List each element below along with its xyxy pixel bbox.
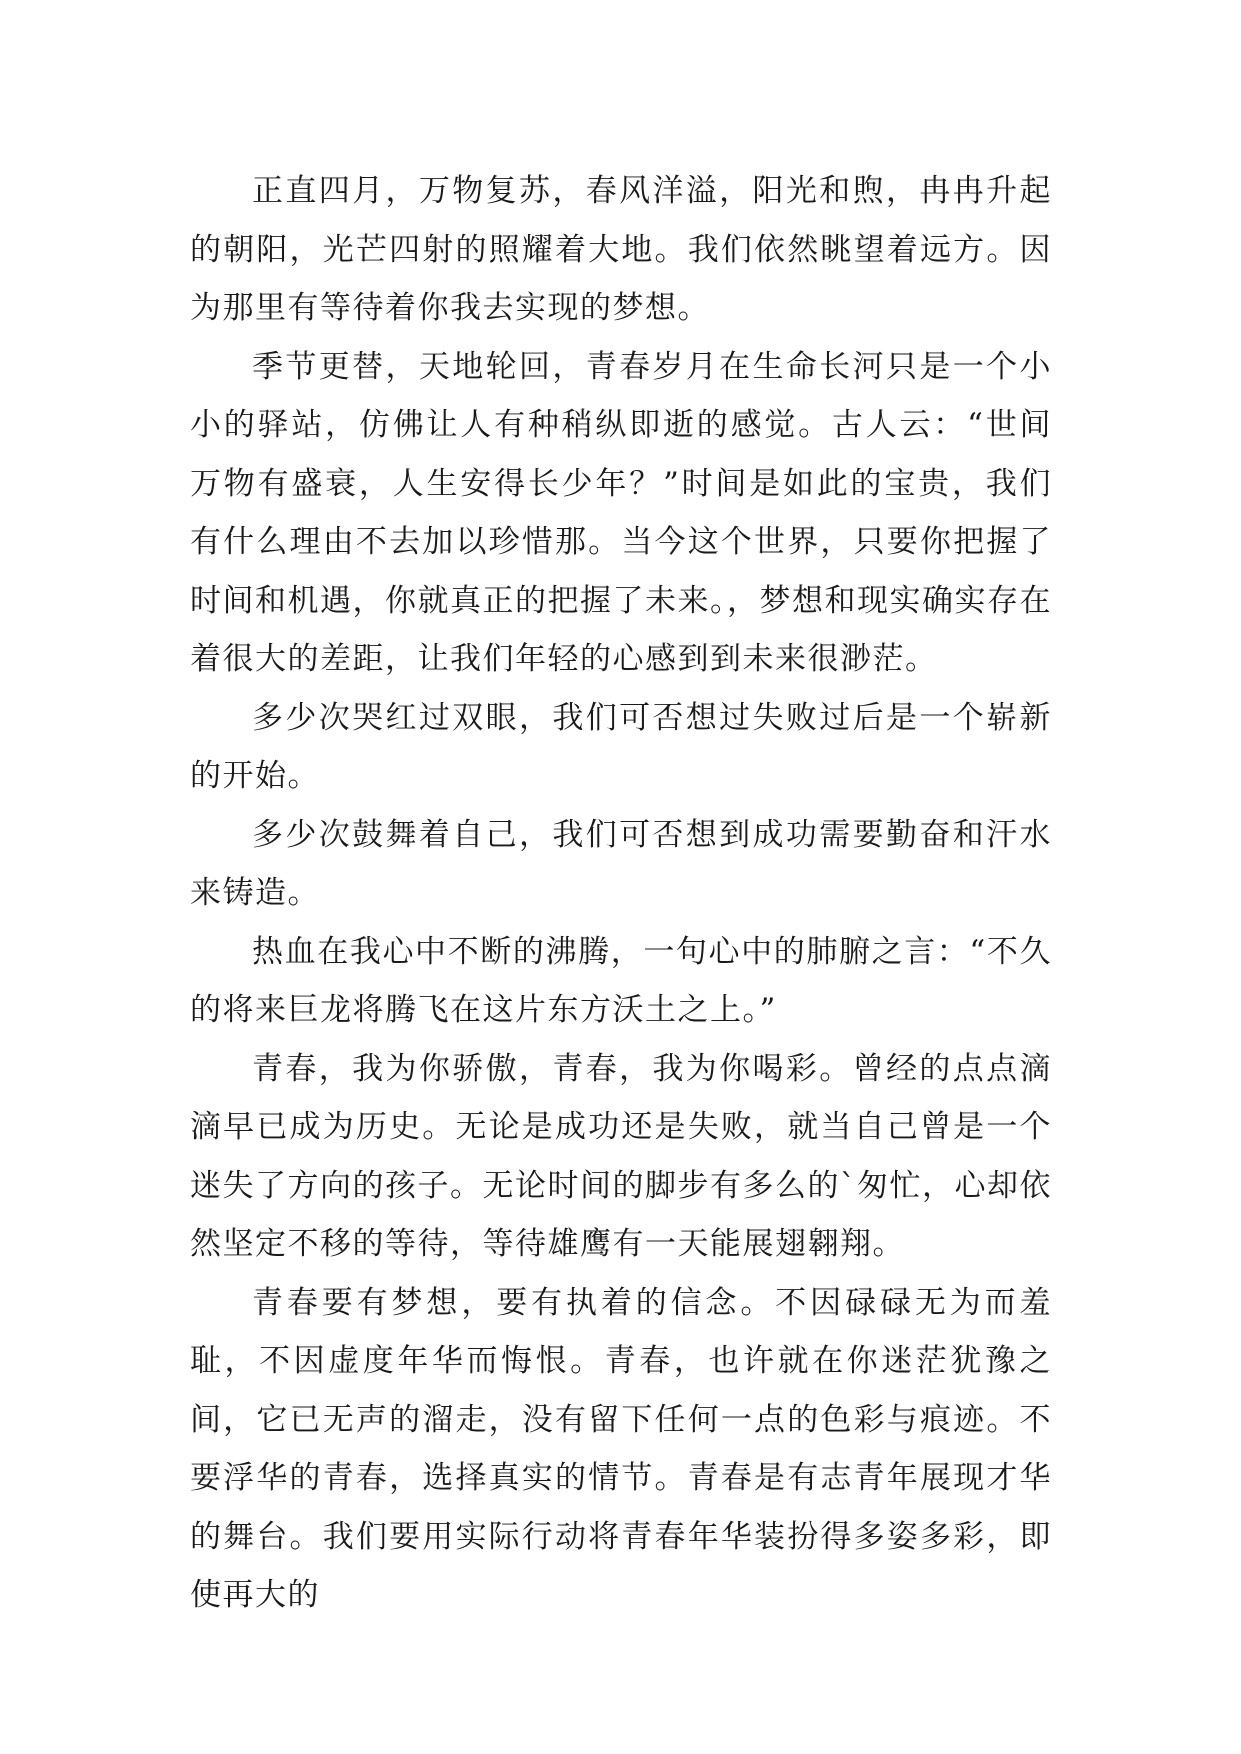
paragraph-2: 季节更替，天地轮回，青春岁月在生命长河只是一个小小的驿站，仿佛让人有种稍纵即逝的感觉。古人云：“世间万物有盛衰，人生安得长少年？”时间是如此的宝贵，我们有什么理由不去加以珍惜那。当今这个世界，只要你把握了时间和机遇，你就真正的把握了未来。，梦想和现实确实存在着很大的差距，让我们年轻的心感到到未来很渺茫。 (190, 348, 1052, 677)
paragraph-6: 青春，我为你骄傲，青春，我为你喝彩。曾经的点点滴滴早已成为历史。无论是成功还是失败，就当自己曾是一个迷失了方向的孩子。无论时间的脚步有多么的`匆忙，心却依然坚定不移的等待，等待雄鹰有一天能展翅翱翔。 (190, 1050, 1052, 1262)
paragraph-7: 青春要有梦想，要有执着的信念。不因碌碌无为而羞耻，不因虚度年华而悔恨。青春，也许就在你迷茫犹豫之间，它已无声的溜走，没有留下任何一点的色彩与痕迹。不要浮华的青春，选择真实的情节。青春是有志青年展现才华的舞台。我们要用实际行动将青春年华装扮得多姿多彩，即使再大的 (190, 1284, 1052, 1613)
paragraph-4: 多少次鼓舞着自己，我们可否想到成功需要勤奋和汗水来铸造。 (190, 816, 1052, 911)
paragraph-3: 多少次哭红过双眼，我们可否想过失败过后是一个崭新的开始。 (190, 699, 1052, 794)
paragraph-1: 正直四月，万物复苏，春风洋溢，阳光和煦，冉冉升起的朝阳，光芒四射的照耀着大地。我们依然眺望着远方。因为那里有等待着你我去实现的梦想。 (190, 173, 1052, 326)
document-body (190, 162, 1052, 1625)
paragraph-5: 热血在我心中不断的沸腾，一句心中的肺腑之言：“不久的将来巨龙将腾飞在这片东方沃土之上。” (190, 933, 1052, 1028)
